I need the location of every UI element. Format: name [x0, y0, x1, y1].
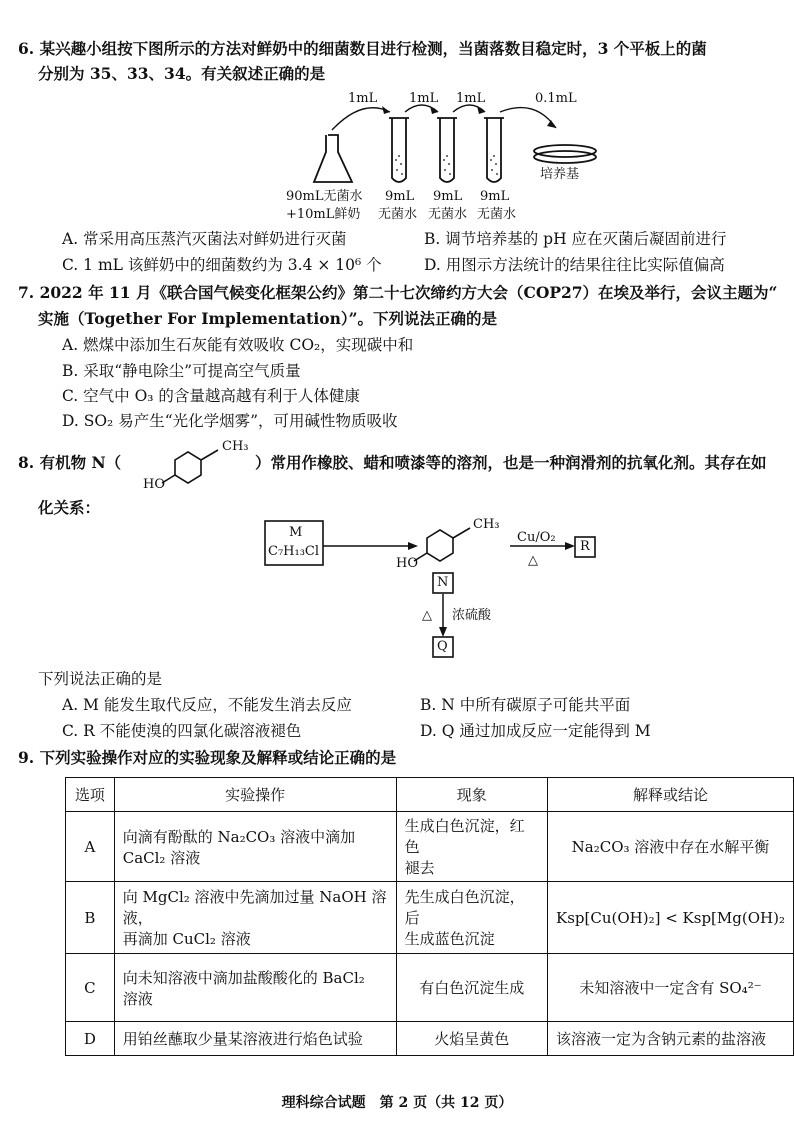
- tube-1-volume: 9mL: [385, 189, 415, 204]
- row-d-conclusion: 该溶液一定为含钠元素的盐溶液: [548, 1022, 794, 1056]
- row-c-operation: 向未知溶液中滴加盐酸酸化的 BaCl₂ 溶液: [114, 954, 396, 1022]
- row-d-option: D: [66, 1022, 115, 1056]
- row-b-conclusion: Ksp[Cu(OH)₂] < Ksp[Mg(OH)₂: [548, 882, 794, 954]
- transfer-volume-1: 1mL: [348, 91, 378, 106]
- inline-ho-label: HO: [143, 477, 165, 492]
- q6-option-c: C. 1 mL 该鲜奶中的细菌数约为 3.4 × 10⁶ 个: [62, 256, 382, 274]
- row-d-phenomenon: 火焰呈黄色: [396, 1022, 547, 1056]
- transfer-volume-2: 1mL: [409, 91, 439, 106]
- box-q-label: Q: [437, 639, 448, 654]
- molecule-n-inline: [162, 450, 218, 483]
- q7-option-a: A. 燃煤中添加生石灰能有效吸收 CO₂，实现碳中和: [62, 336, 414, 354]
- q6-option-b: B. 调节培养基的 pH 应在灭菌后凝固前进行: [424, 230, 727, 248]
- q9-stem: 9. 下列实验操作对应的实验现象及解释或结论正确的是: [18, 748, 397, 767]
- table-row: [66, 882, 794, 954]
- tube-3-label: 无菌水: [477, 207, 517, 222]
- box-m-formula: C₇H₁₃Cl: [268, 544, 320, 559]
- q7-stem-line1: 7. 2022 年 11 月《联合国气候变化框架公约》第二十七次缔约方大会（COP27）在埃及举行，会议主题为“: [18, 283, 778, 302]
- table-row: [66, 954, 794, 1022]
- q9-table: [65, 777, 794, 1056]
- condition-heat-1: △: [528, 553, 538, 568]
- box-r-label: R: [580, 539, 590, 554]
- flask-label-line1: 90mL无菌水: [286, 189, 363, 204]
- q7-option-b: B. 采取“静电除尘”可提高空气质量: [62, 362, 301, 380]
- tube-2-volume: 9mL: [433, 189, 463, 204]
- flask-label-line2: +10mL鲜奶: [286, 207, 361, 222]
- scheme-ch3-label: CH₃: [473, 517, 500, 532]
- transfer-volume-3: 1mL: [456, 91, 486, 106]
- condition-heat-2: △: [422, 608, 432, 623]
- row-c-option: C: [66, 954, 115, 1022]
- box-n-label: N: [437, 575, 449, 590]
- scheme-ho-label: HO: [396, 556, 418, 571]
- table-header-row: [66, 778, 794, 812]
- q6-stem-line2: 分别为 35、33、34。有关叙述正确的是: [38, 64, 326, 83]
- row-a-conclusion: Na₂CO₃ 溶液中存在水解平衡: [548, 812, 794, 882]
- q8-option-c: C. R 不能使溴的四氯化碳溶液褪色: [62, 722, 302, 740]
- q6-option-a: A. 常采用高压蒸汽灭菌法对鲜奶进行灭菌: [62, 230, 347, 248]
- q8-option-d: D. Q 通过加成反应一定能得到 M: [420, 722, 651, 740]
- q6-stem-line1: 6. 某兴趣小组按下图所示的方法对鲜奶中的细菌数目进行检测，当菌落数目稳定时，3 个平板上的菌: [18, 39, 707, 58]
- row-d-operation: 用铂丝蘸取少量某溶液进行焰色试验: [114, 1022, 396, 1056]
- page-footer: 理科综合试题 第 2 页（共 12 页）: [281, 1095, 513, 1111]
- tube-2-label: 无菌水: [428, 207, 468, 222]
- q8-stem-part2: ）常用作橡胶、蜡和喷漆等的溶剂，也是一种润滑剂的抗氧化剂。其存在如: [255, 453, 767, 472]
- table-row: [66, 812, 794, 882]
- q7-stem-line2: 实施（Together For Implementation）”。下列说法正确的是: [38, 309, 497, 328]
- condition-cu-o2: Cu/O₂: [517, 530, 556, 545]
- tube-1-label: 无菌水: [378, 207, 418, 222]
- row-a-option: A: [66, 812, 115, 882]
- transfer-volume-4: 0.1mL: [535, 91, 577, 106]
- row-b-option: B: [66, 882, 115, 954]
- q7-option-c: C. 空气中 O₃ 的含量越高越有利于人体健康: [62, 387, 360, 405]
- molecule-n-scheme: [414, 528, 470, 561]
- header-phenomenon: 现象: [396, 778, 547, 812]
- inline-ch3-label: CH₃: [222, 439, 249, 454]
- plate-label: 培养基: [540, 167, 580, 182]
- q8-option-b: B. N 中所有碳原子可能共平面: [420, 696, 631, 714]
- header-operation: 实验操作: [114, 778, 396, 812]
- row-a-phenomenon: 生成白色沉淀，红色 褪去: [396, 812, 547, 882]
- row-a-operation: 向滴有酚酞的 Na₂CO₃ 溶液中滴加 CaCl₂ 溶液: [114, 812, 396, 882]
- q8-lead: 下列说法正确的是: [38, 670, 163, 688]
- row-b-operation: 向 MgCl₂ 溶液中先滴加过量 NaOH 溶液， 再滴加 CuCl₂ 溶液: [114, 882, 396, 954]
- q8-stem-part1: 8. 有机物 N（: [18, 453, 122, 472]
- box-m-label: M: [289, 525, 303, 540]
- header-option: 选项: [66, 778, 115, 812]
- table-row: [66, 1022, 794, 1056]
- tube-3-volume: 9mL: [480, 189, 510, 204]
- q6-option-d: D. 用图示方法统计的结果往往比实际值偏高: [424, 256, 725, 274]
- header-conclusion: 解释或结论: [548, 778, 794, 812]
- q8-option-a: A. M 能发生取代反应，不能发生消去反应: [62, 696, 352, 714]
- row-c-phenomenon: 有白色沉淀生成: [396, 954, 547, 1022]
- q8-stem-line2: 化关系：: [38, 498, 101, 517]
- q7-option-d: D. SO₂ 易产生“光化学烟雾”，可用碱性物质吸收: [62, 412, 398, 430]
- row-c-conclusion: 未知溶液中一定含有 SO₄²⁻: [548, 954, 794, 1022]
- row-b-phenomenon: 先生成白色沉淀，后 生成蓝色沉淀: [396, 882, 547, 954]
- condition-conc-acid: 浓硫酸: [452, 608, 492, 623]
